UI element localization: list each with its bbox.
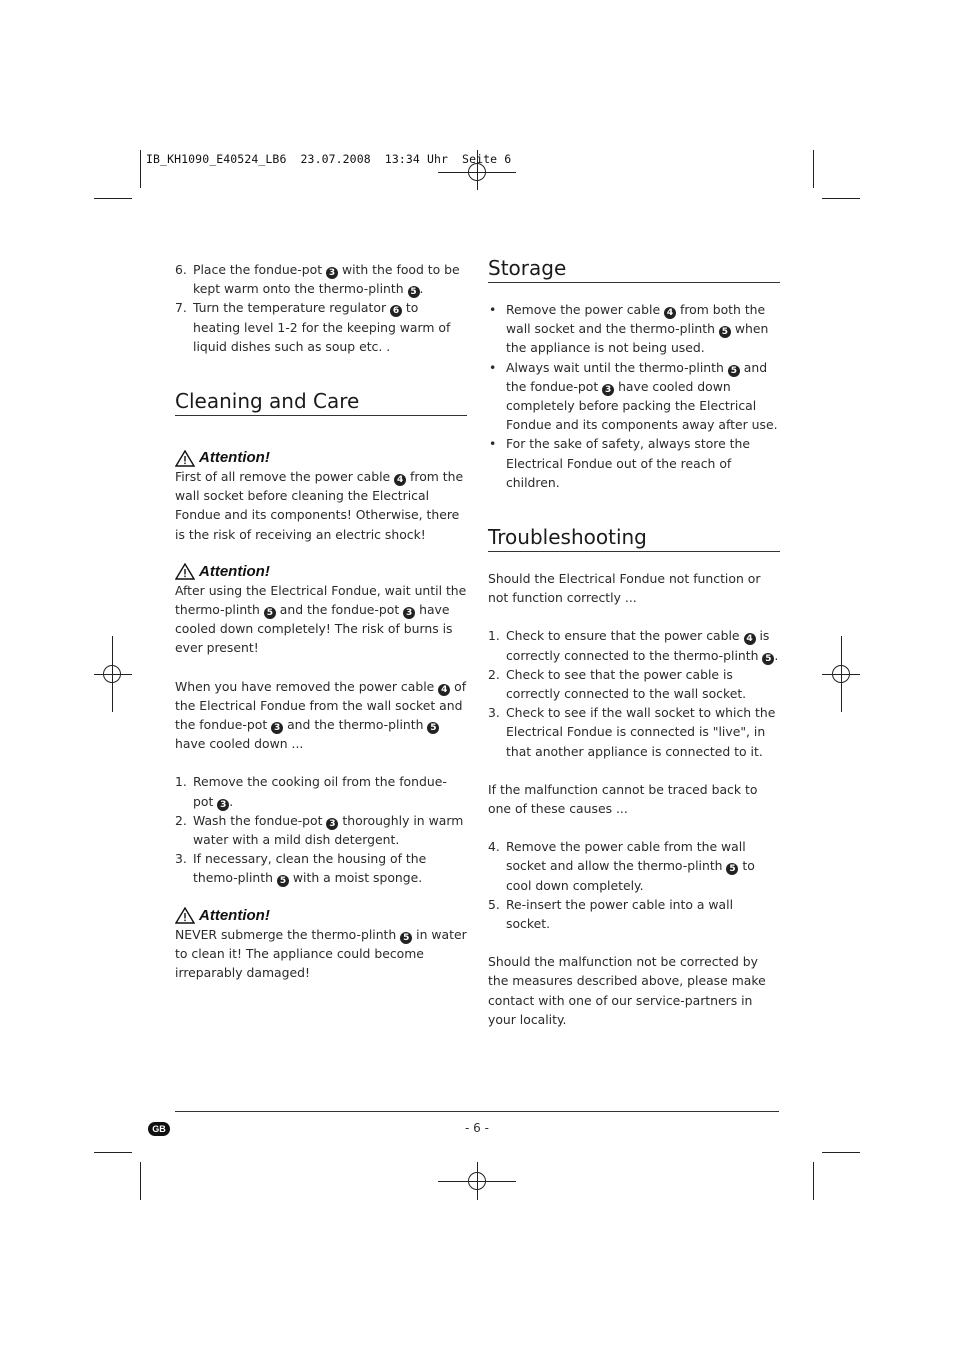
numbered-circle-icon: 5 (400, 932, 412, 944)
numbered-circle-icon: 3 (217, 799, 229, 811)
attention-text-3: NEVER submerge the thermo-plinth 5 in water to clean it! The appliance could become irreparably damaged! (175, 926, 467, 981)
attention-text-1: First of all remove the power cable 4 from the wall socket before cleaning the Electrical Fondue and its components! Otherwise, there is the risk of receiving an electric shock! (175, 469, 464, 542)
list-item (175, 260, 467, 298)
list-number: 3. (175, 851, 187, 867)
numbered-circle-icon: 5 (726, 863, 738, 875)
final-paragraph: Should the malfunction not be corrected by the measures described above, please make contact with one of our service-partners in your locality. (488, 954, 766, 1027)
numbered-circle-icon: 5 (264, 607, 276, 619)
bullet-item (488, 434, 780, 492)
list-number: 4. (488, 839, 500, 855)
list-text: Wash the fondue-pot 3 thoroughly in warm water with a mild dish detergent. (193, 812, 464, 848)
list-text: If necessary, clean the housing of the themo-plinth 5 with a moist sponge. (193, 851, 427, 887)
attention-text-2: After using the Electrical Fondue, wait until the thermo-plinth 5 and the fondue-pot 3 have cooled down completely! The risk of burns is ever present! (175, 582, 467, 656)
numbered-circle-icon: 6 (390, 305, 402, 317)
intro-list (175, 260, 467, 356)
print-slug: IB_KH1090_E40524_LB6 23.07.2008 13:34 Uhr Seite 6 (146, 152, 512, 166)
bullet-text: Always wait until the thermo-plinth 5 and the fondue-pot 3 have cooled down completely before packing the Electrical Fondue and its components away after use. (506, 359, 778, 433)
warning-triangle-icon (175, 450, 195, 467)
numbered-circle-icon: 5 (719, 326, 731, 338)
list-item (488, 895, 780, 933)
malfunction-paragraph: If the malfunction cannot be traced back to one of these causes ... (488, 781, 758, 817)
removed-paragraph: When you have removed the power cable 4 of the Electrical Fondue from the wall socket and the fondue-pot 3 and the thermo-plinth 5 have cooled down ... (175, 678, 467, 752)
list-text: Check to see if the wall socket to which the Electrical Fondue is connected is "live", in that another appliance is connected to it. (506, 705, 776, 759)
list-item (488, 703, 780, 761)
numbered-circle-icon: 3 (403, 607, 415, 619)
list-item (175, 811, 467, 849)
numbered-circle-icon: 5 (728, 365, 740, 377)
list-number: 1. (488, 628, 500, 644)
footer-rule (175, 1111, 779, 1112)
bullet-text: For the sake of safety, always store the Electrical Fondue out of the reach of children. (506, 436, 751, 490)
storage-title: Storage (488, 256, 780, 283)
numbered-circle-icon: 4 (438, 684, 450, 696)
attention-heading (175, 563, 467, 581)
attention-label: Attention! (199, 562, 270, 580)
page-number: - 6 - (465, 1121, 489, 1135)
list-number: 5. (488, 896, 500, 912)
numbered-circle-icon: 3 (271, 722, 283, 734)
list-number: 3. (488, 705, 500, 721)
bullet-icon: • (489, 436, 497, 452)
attention-label: Attention! (199, 449, 270, 467)
troubleshooting-title: Troubleshooting (488, 525, 780, 552)
list-item (175, 772, 467, 810)
numbered-circle-icon: 4 (664, 307, 676, 319)
list-text: Re-insert the power cable into a wall socket. (506, 896, 734, 932)
storage-list (488, 300, 780, 492)
list-text: Turn the temperature regulator 6 to heating level 1-2 for the keeping warm of liquid dishes such as soup etc. . (193, 300, 451, 354)
list-item (175, 849, 467, 887)
list-number: 2. (175, 812, 187, 828)
numbered-circle-icon: 5 (408, 286, 420, 298)
list-number: 7. (175, 300, 187, 316)
list-item (488, 626, 780, 664)
numbered-circle-icon: 5 (277, 875, 289, 887)
language-badge: GB (148, 1122, 170, 1136)
actions-list (488, 837, 780, 933)
bullet-icon: • (489, 302, 497, 317)
list-item (175, 298, 467, 356)
list-text: Check to see that the power cable is correctly connected to the wall socket. (506, 666, 747, 702)
attention-heading (175, 449, 467, 467)
bullet-item (488, 358, 780, 435)
numbered-circle-icon: 3 (326, 818, 338, 830)
bullet-item (488, 300, 780, 358)
list-text: Check to ensure that the power cable 4 is correctly connected to the thermo-plinth 5 . (506, 628, 779, 664)
list-number: 1. (175, 774, 187, 790)
list-text: Remove the cooking oil from the fondue-pot 3 . (193, 774, 447, 810)
numbered-circle-icon: 5 (762, 653, 774, 665)
attention-label: Attention! (199, 906, 270, 924)
list-item (488, 665, 780, 703)
bullet-icon: • (489, 359, 497, 375)
list-number: 6. (175, 262, 187, 277)
list-text: Place the fondue-pot 3 with the food to be kept warm onto the thermo-plinth 5 . (193, 262, 460, 298)
right-column (488, 256, 780, 1029)
left-column (175, 260, 467, 982)
numbered-circle-icon: 5 (427, 722, 439, 734)
cleaning-title: Cleaning and Care (175, 389, 467, 416)
list-text: Remove the power cable from the wall socket and allow the thermo-plinth 5 to cool down completely. (506, 839, 755, 893)
trouble-intro: Should the Electrical Fondue not function or not function correctly ... (488, 571, 761, 606)
numbered-circle-icon: 3 (602, 384, 614, 396)
bullet-text: Remove the power cable 4 from both the wall socket and the thermo-plinth 5 when the appliance is not being used. (506, 302, 769, 356)
list-item (488, 837, 780, 895)
numbered-circle-icon: 3 (326, 267, 338, 279)
list-number: 2. (488, 666, 500, 682)
warning-triangle-icon (175, 907, 195, 924)
checks-list (488, 626, 780, 760)
numbered-circle-icon: 4 (744, 633, 756, 645)
cleaning-steps-list (175, 772, 467, 887)
warning-triangle-icon (175, 563, 195, 580)
numbered-circle-icon: 4 (394, 474, 406, 486)
attention-heading (175, 907, 467, 925)
